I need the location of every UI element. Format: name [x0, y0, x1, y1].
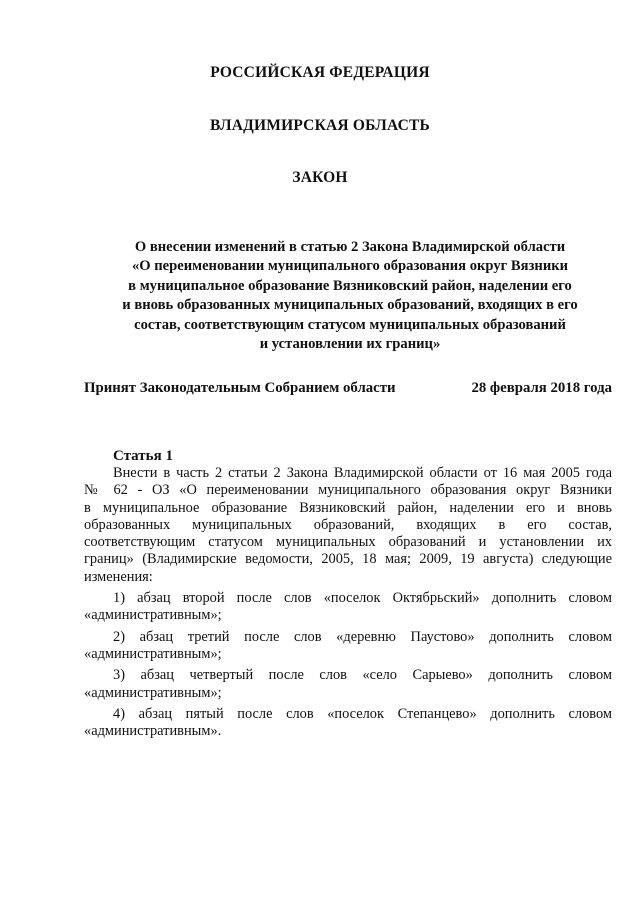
article-intro-line: изменения: — [84, 568, 153, 585]
law-title-line: О внесении изменений в статью 2 Закона Владимирской области — [134, 239, 566, 255]
amendment-item: 4) абзац пятый после слов «поселок Степанцево» дополнить словом — [113, 705, 612, 722]
adopted-by: Принят Законодательным Собранием области — [84, 380, 396, 396]
article-intro-line: границ» (Владимирские ведомости, 2005, 18 мая; 2009, 19 августа) следующие — [84, 551, 612, 568]
law-title-line: состав, соответствующим статусом муниципальных образований — [134, 316, 566, 333]
article-heading: Статья 1 — [113, 448, 173, 464]
law-title — [80, 238, 620, 354]
header-region: ВЛАДИМИРСКАЯ ОБЛАСТЬ — [210, 117, 430, 134]
article-intro-line: № 62 - ОЗ «О переименовании муниципального образования округ Вязники — [84, 482, 612, 499]
article-intro-line: Внести в часть 2 статьи 2 Закона Владимирской области от 16 мая 2005 года — [113, 465, 612, 481]
amendment-item-cont: «административным»; — [84, 645, 222, 662]
amendment-item-cont: «административным»; — [84, 607, 222, 624]
article-body — [84, 465, 612, 740]
article-intro-line: в муниципальное образование Вязниковский район, наделении его и вновь — [84, 499, 612, 516]
document-type: ЗАКОН — [292, 169, 348, 186]
amendment-item: 1) абзац второй после слов «поселок Октябрьский» дополнить словом — [113, 590, 612, 607]
law-title-line: «О переименовании муниципального образования округ Вязники — [131, 258, 569, 275]
adoption-row — [84, 380, 612, 397]
amendment-item-cont: «административным». — [84, 723, 222, 740]
amendment-item: 2) абзац третий после слов «деревню Паустово» дополнить словом — [113, 628, 612, 645]
header-federation: РОССИЙСКАЯ ФЕДЕРАЦИЯ — [210, 64, 430, 81]
adoption-date: 28 февраля 2018 года — [471, 380, 612, 396]
article-intro-line: соответствующим статусом муниципальных образований и установлении их — [84, 534, 612, 551]
law-title-line: в муниципальное образование Вязниковский район, наделении его — [128, 277, 572, 294]
amendment-item: 3) абзац четвертый после слов «село Сарыево» дополнить словом — [113, 667, 612, 684]
article-intro-line: образованных муниципальных образований, входящих в его состав, — [84, 516, 612, 533]
law-title-line: и установлении их границ» — [259, 336, 441, 353]
law-title-line: и вновь образованных муниципальных образований, входящих в его — [122, 297, 578, 314]
amendment-item-cont: «административным»; — [84, 684, 222, 701]
